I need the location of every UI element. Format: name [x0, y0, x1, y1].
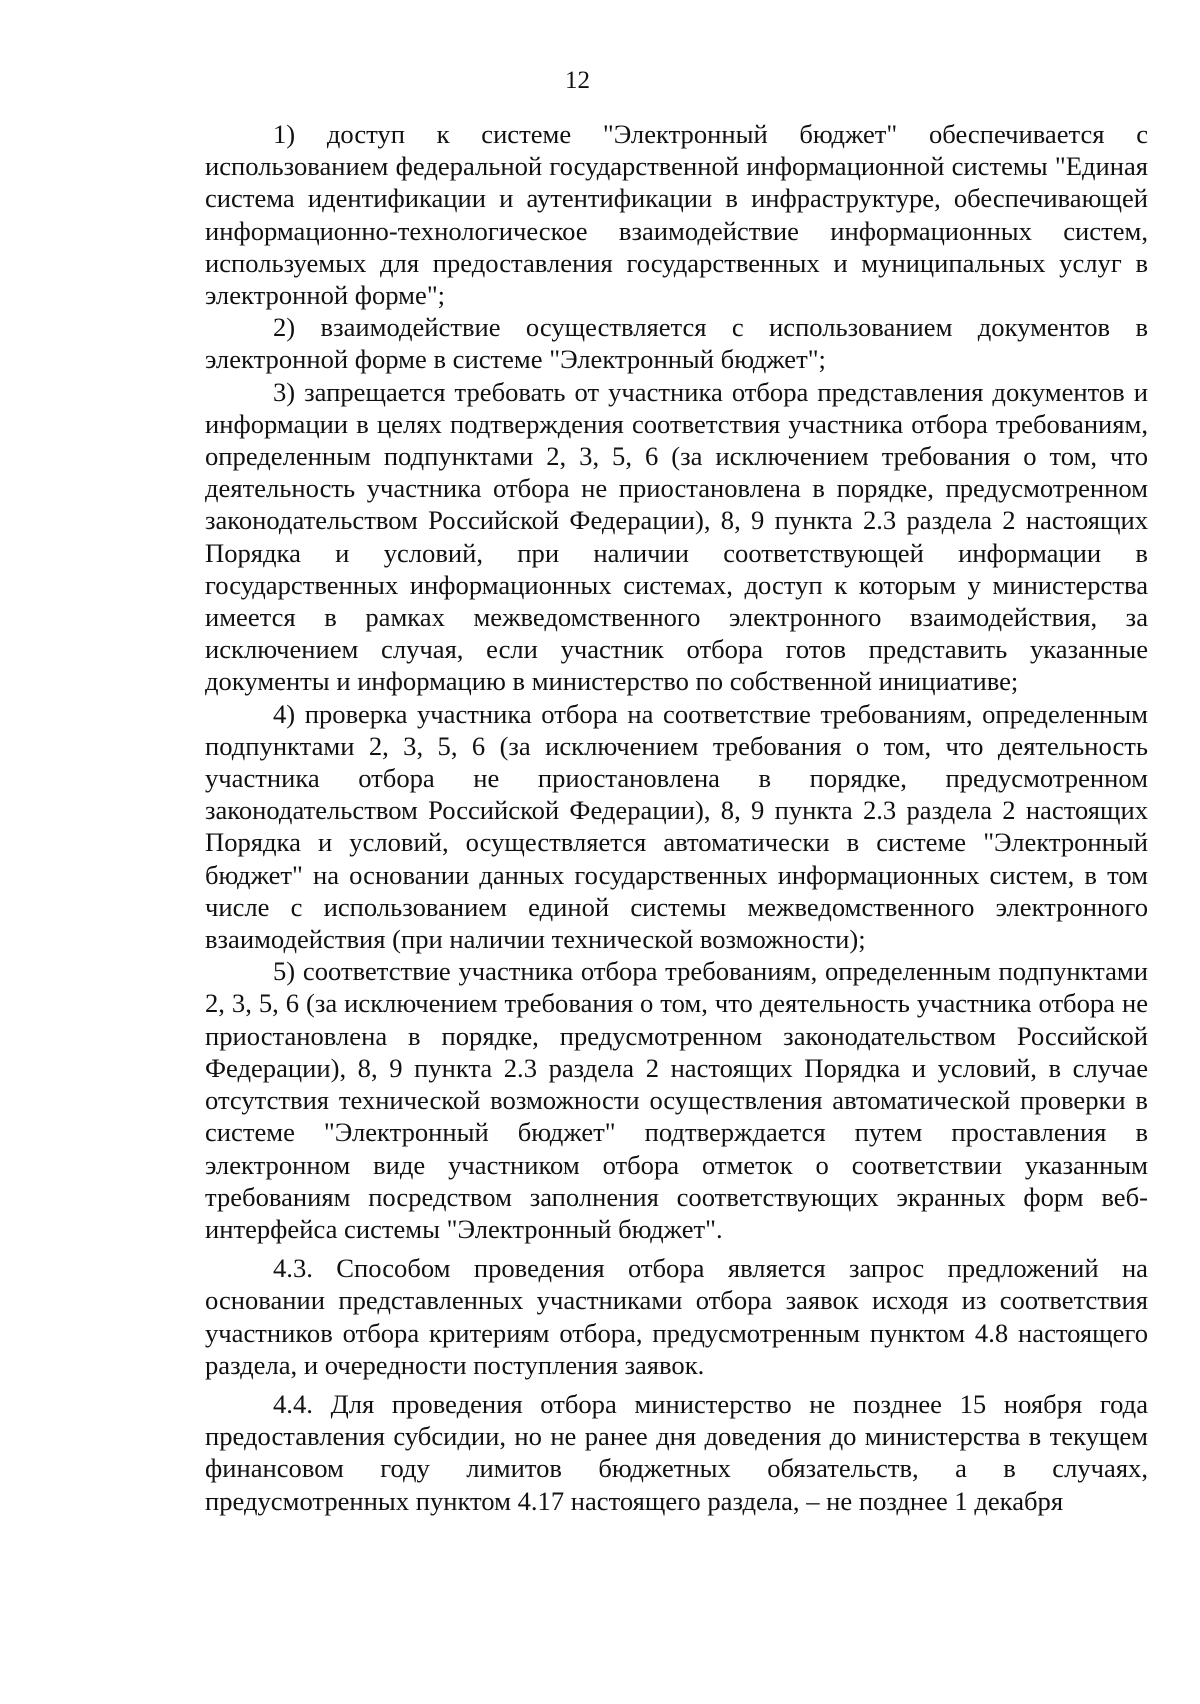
- paragraph-section-4-3: 4.3. Способом проведения отбора является запрос предложений на основании представленных участниками отбора заявок исходя из соответствия участников отбора критериям отбора, предусмотренным пунктом 4.8 настоящего раздела, и очередности поступления заявок.: [205, 1253, 1148, 1380]
- page-number: 12: [565, 67, 590, 94]
- paragraph-item-2: 2) взаимодействие осуществляется с использованием документов в электронной форме в системе "Электронный бюджет";: [205, 312, 1148, 375]
- document-body: [205, 118, 1148, 1517]
- paragraph-item-1: 1) доступ к системе "Электронный бюджет" обеспечивается с использованием федеральной государственной информационной системы "Единая система идентификации и аутентификации в инфраструктуре, обеспечивающей информационно-технологическое взаимодействие информационных систем, используемых для предоставления государственных и муниципальных услуг в электронной форме";: [205, 119, 1148, 311]
- paragraph-section-4-4: 4.4. Для проведения отбора министерство не позднее 15 ноября года предоставления субсидии, но не ранее дня доведения до министерства в текущем финансовом году лимитов бюджетных обязательств, а в случаях, предусмотренных пунктом 4.17 настоящего раздела, – не позднее 1 декабря: [205, 1388, 1148, 1516]
- paragraph-item-3: 3) запрещается требовать от участника отбора представления документов и информации в целях подтверждения соответствия участника отбора требованиям, определенным подпунктами 2, 3, 5, 6 (за исключением требования о том, что деятельность участника отбора не приостановлена в порядке, предусмотренном законодательством Российской Федерации), 8, 9 пункта 2.3 раздела 2 настоящих Порядка и условий, при наличии соответствующей информации в государственных информационных системах, доступ к которым у министерства имеется в рамках межведомственного электронного взаимодействия, за исключением случая, если участник отбора готов представить указанные документы и информацию в министерство по собственной инициативе;: [205, 376, 1148, 697]
- paragraph-item-5: 5) соответствие участника отбора требованиям, определенным подпунктами 2, 3, 5, 6 (за исключением требования о том, что деятельность участника отбора не приостановлена в порядке, предусмотренном законодательством Российской Федерации), 8, 9 пункта 2.3 раздела 2 настоящих Порядка и условий, в случае отсутствия технической возможности осуществления автоматической проверки в системе "Электронный бюджет" подтверждается путем проставления в электронном виде участником отбора отметок о соответствии указанным требованиям посредством заполнения соответствующих экранных форм веб-интерфейса системы "Электронный бюджет".: [205, 956, 1148, 1244]
- paragraph-item-4: 4) проверка участника отбора на соответствие требованиям, определенным подпунктами 2, 3, 5, 6 (за исключением требования о том, что деятельность участника отбора не приостановлена в порядке, предусмотренном законодательством Российской Федерации), 8, 9 пункта 2.3 раздела 2 настоящих Порядка и условий, осуществляется автоматически в системе "Электронный бюджет" на основании данных государственных информационных систем, в том числе с использованием единой системы межведомственного электронного взаимодействия (при наличии технической возможности);: [205, 698, 1148, 955]
